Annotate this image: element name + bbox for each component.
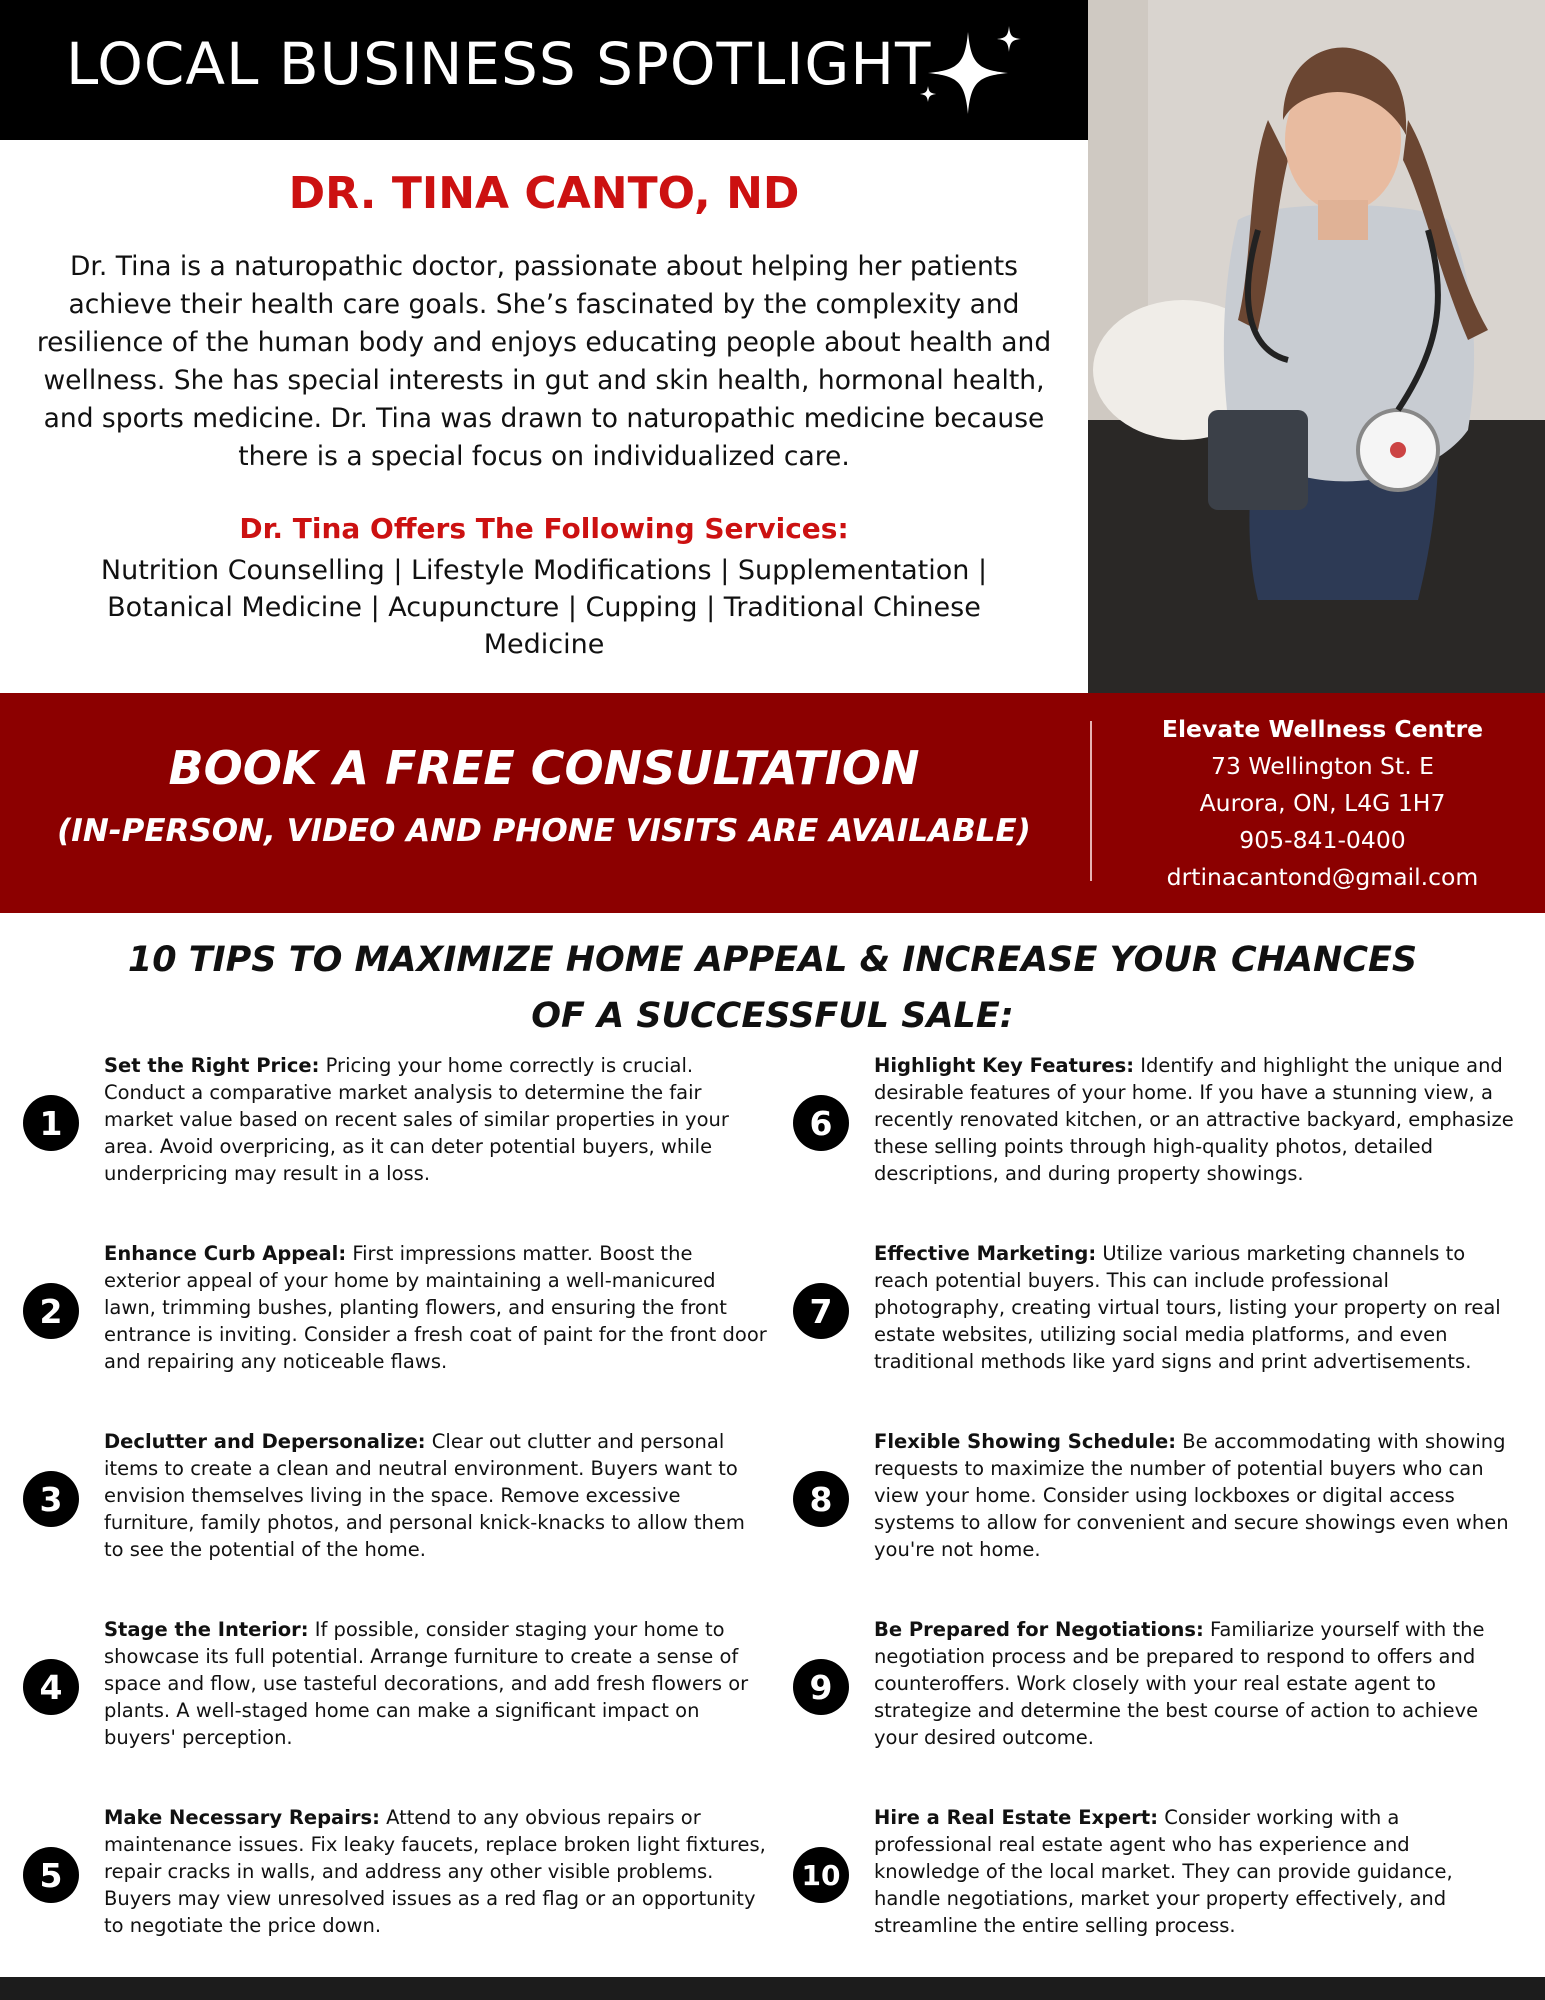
spotlight-header <box>0 0 1088 140</box>
tip-title: Stage the Interior: <box>104 1618 309 1641</box>
tip-item <box>790 1050 1514 1190</box>
tip-item <box>790 1426 1509 1566</box>
clinic-contact <box>1100 711 1545 896</box>
tips-heading <box>60 932 1485 1044</box>
tip-body: Clear out clutter and personal items to create a clean and neutral environment. Buyers want to envision themselves living in the space. Remove excessive furniture, family photos, and personal knick-knacks to allow them to see the potential of the home. <box>104 1430 745 1561</box>
tip-number-badge: 9 <box>793 1659 849 1715</box>
tip-body: Identify and highlight the unique and desirable features of your home. If you have a stunning view, a recently renovated kitchen, or an attractive backyard, emphasize these selling points through high-quality photos, detailed descriptions, and during property showings. <box>874 1054 1514 1185</box>
services-list: Nutrition Counselling | Lifestyle Modifications | Supplementation | Botanical Medicine | Acupuncture | Cupping | Traditional Chinese Medicine <box>100 555 988 660</box>
tip-title: Declutter and Depersonalize: <box>104 1430 426 1453</box>
tip-number-badge: 6 <box>793 1095 849 1151</box>
tip-item <box>790 1238 1501 1378</box>
footer-band <box>0 1977 1545 2000</box>
doctor-photo <box>1088 0 1545 693</box>
tip-body: Familiarize yourself with the negotiation process and be prepared to respond to offers and counteroffers. Work closely with your real estate agent to strategize and determine the best course of action to achieve your desired outcome. <box>874 1618 1485 1749</box>
tip-body: First impressions matter. Boost the exterior appeal of your home by maintaining a well-manicured lawn, trimming bushes, planting flowers, and ensuring the front entrance is inviting. Consider a fresh coat of paint for the front door and repairing any noticeable flaws. <box>104 1242 767 1373</box>
tip-title: Hire a Real Estate Expert: <box>874 1806 1159 1829</box>
tip-title: Set the Right Price: <box>104 1054 320 1077</box>
tip-title: Be Prepared for Negotiations: <box>874 1618 1204 1641</box>
consultation-subtitle: (IN-PERSON, VIDEO AND PHONE VISITS ARE AVAILABLE) <box>57 813 1031 849</box>
tip-number-badge: 1 <box>23 1095 79 1151</box>
header-title: LOCAL BUSINESS SPOTLIGHT <box>66 30 932 98</box>
tip-body: Pricing your home correctly is crucial. Conduct a comparative market analysis to determine the fair market value based on recent sales of similar properties in your area. Avoid overpricing, as it can deter potential buyers, while underpricing may result in a loss. <box>104 1054 729 1185</box>
doctor-bio: Dr. Tina is a naturopathic doctor, passionate about helping her patients achieve their health care goals. She’s fascinated by the complexity and resilience of the human body and enjoys educating people about health and wellness. She has special interests in gut and skin health, hormonal health, and sports medicine. Dr. Tina was drawn to naturopathic medicine because there is a special focus on individualized care. <box>36 251 1052 472</box>
tip-item <box>20 1614 749 1754</box>
tip-body: Consider working with a professional real estate agent who has experience and knowledge of the local market. They can provide guidance, handle negotiations, market your property effectively, and streamline the entire selling process. <box>874 1806 1453 1937</box>
tip-text <box>104 1428 770 1563</box>
clinic-address-line2: Aurora, ON, L4G 1H7 <box>1199 789 1446 817</box>
tip-item <box>790 1614 1485 1754</box>
tip-item <box>20 1238 767 1378</box>
doctor-name: DR. TINA CANTO, ND <box>288 168 800 219</box>
tip-text <box>104 1052 770 1187</box>
tip-text <box>874 1052 1514 1187</box>
tip-text <box>104 1240 770 1375</box>
banner-divider <box>1090 721 1092 881</box>
tip-text <box>874 1428 1514 1563</box>
sparkle-icon <box>908 20 1028 120</box>
tip-number-badge: 8 <box>793 1471 849 1527</box>
doctor-portrait-illustration <box>1088 0 1545 693</box>
tip-item <box>20 1050 729 1190</box>
tip-text <box>874 1240 1514 1375</box>
tip-title: Make Necessary Repairs: <box>104 1806 380 1829</box>
tip-number-badge: 10 <box>793 1847 849 1903</box>
tip-number-badge: 5 <box>23 1847 79 1903</box>
clinic-name: Elevate Wellness Centre <box>1161 715 1484 743</box>
tip-text <box>104 1804 770 1939</box>
tip-body: If possible, consider staging your home to showcase its full potential. Arrange furniture to create a sense of space and flow, use tasteful decorations, and add fresh flowers or plants. A well-staged home can make a significant impact on buyers' perception. <box>104 1618 749 1749</box>
services-heading: Dr. Tina Offers The Following Services: <box>239 512 849 545</box>
consultation-banner <box>0 693 1545 913</box>
tip-title: Highlight Key Features: <box>874 1054 1135 1077</box>
tip-number-badge: 4 <box>23 1659 79 1715</box>
consultation-title: BOOK A FREE CONSULTATION <box>168 741 920 795</box>
tip-title: Enhance Curb Appeal: <box>104 1242 347 1265</box>
tip-title: Effective Marketing: <box>874 1242 1097 1265</box>
tip-text <box>104 1616 770 1751</box>
tip-number-badge: 2 <box>23 1283 79 1339</box>
tip-number-badge: 7 <box>793 1283 849 1339</box>
clinic-email: drtinacantond@gmail.com <box>1166 863 1479 891</box>
tip-body: Be accommodating with showing requests to maximize the number of potential buyers who can view your home. Consider using lockboxes or digital access systems to allow for convenient and secure showings even when you're not home. <box>874 1430 1509 1561</box>
tip-item <box>20 1802 766 1942</box>
tip-text <box>874 1804 1514 1939</box>
tip-text <box>874 1616 1514 1751</box>
tip-number-badge: 3 <box>23 1471 79 1527</box>
tips-heading-line1: 10 TIPS TO MAXIMIZE HOME APPEAL & INCREASE YOUR CHANCES <box>127 940 1418 980</box>
tip-item <box>20 1426 745 1566</box>
clinic-address-line1: 73 Wellington St. E <box>1211 752 1434 780</box>
tip-body: Utilize various marketing channels to reach potential buyers. This can include professional photography, creating virtual tours, listing your property on real estate websites, utilizing social media platforms, and even traditional methods like yard signs and print advertisements. <box>874 1242 1501 1373</box>
tip-title: Flexible Showing Schedule: <box>874 1430 1177 1453</box>
tip-body: Attend to any obvious repairs or maintenance issues. Fix leaky faucets, replace broken light fixtures, repair cracks in walls, and address any other visible problems. Buyers may view unresolved issues as a red flag or an opportunity to negotiate the price down. <box>104 1806 766 1937</box>
tip-item <box>790 1802 1453 1942</box>
clinic-phone: 905-841-0400 <box>1239 826 1406 854</box>
tips-heading-line2: OF A SUCCESSFUL SALE: <box>531 996 1014 1036</box>
